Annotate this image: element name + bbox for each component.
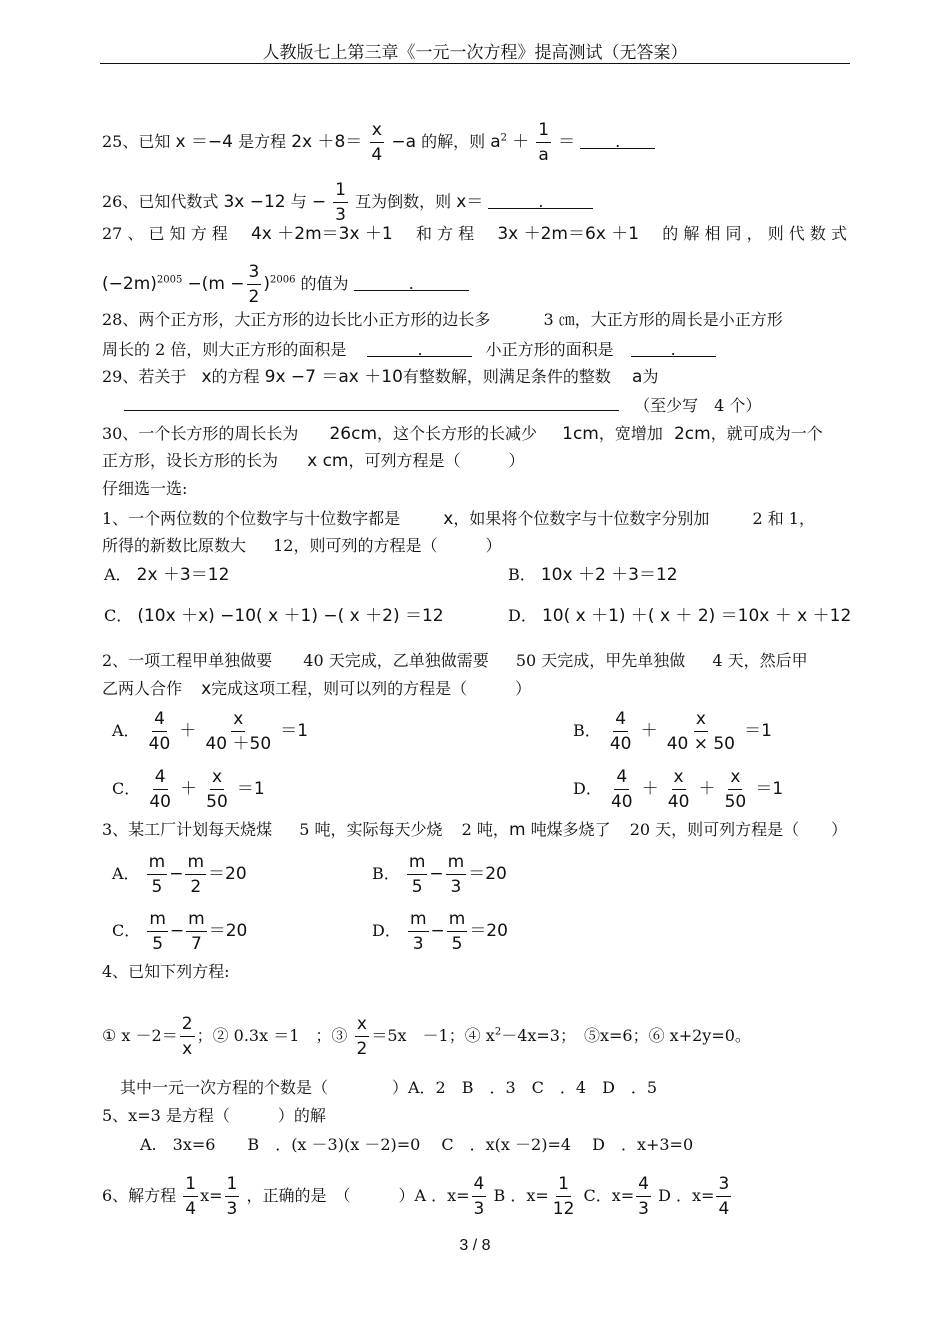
section-title: 仔细选一选: — [102, 479, 188, 498]
q29-line2 — [124, 394, 761, 416]
q29-a: a — [632, 367, 643, 387]
opt-expr: 10x ＋2 ＋3＝12 — [540, 565, 678, 585]
c3-option-d[interactable] — [372, 909, 508, 954]
frac: $\frac{x}{40}$ — [667, 767, 690, 812]
q26-x: x＝ — [456, 192, 484, 212]
c6-d: D ．x= — [658, 1186, 715, 1205]
q25-sup: 2 — [500, 132, 507, 144]
frac: $\frac{x}{50}$ — [724, 767, 747, 812]
q27-line2 — [102, 262, 469, 307]
c3-t1: 3、某工厂计划每天烧煤 — [102, 820, 273, 839]
q26-pre: 26、已知代数式 — [102, 192, 219, 211]
q28-text2: 3 ㎝，大正方形的周长是小正方形 — [543, 310, 783, 329]
c6-c: C．x= — [583, 1186, 635, 1205]
q29-note: （至少写 4 个） — [634, 396, 762, 415]
opt-label: A． — [104, 565, 132, 584]
frac: $\frac{m}{7}$ — [188, 909, 205, 954]
c3-t3: 2 吨， — [461, 820, 509, 839]
q25-mid: 是方程 — [238, 132, 287, 151]
rhs: ＝20 — [208, 921, 248, 941]
c2-t1: 2、一项工程甲单独做要 — [102, 651, 273, 670]
frac: $\frac{m}{5}$ — [149, 909, 166, 954]
c6-line — [102, 1174, 733, 1219]
header-rule — [100, 63, 850, 64]
opt-expr: 2x ＋3＝12 — [136, 565, 230, 585]
opt-label: B． — [508, 565, 536, 584]
c1-t5: 所得的新数比原数大 — [102, 536, 247, 555]
q26-frac: $\frac{1}{3}$ — [335, 180, 346, 225]
c4-t1: ① x －2＝ — [102, 1026, 178, 1045]
rhs: ＝1 — [280, 721, 309, 741]
rhs: ＝1 — [236, 779, 265, 799]
frac: $\frac{x}{2}$ — [356, 1014, 368, 1059]
q29-x: x — [201, 367, 212, 387]
q29-pre: 29、若关于 — [102, 367, 187, 386]
q25-pre: 25、已知 — [102, 132, 171, 151]
frac: $\frac{m}{5}$ — [408, 852, 426, 897]
q30-t4: 1cm — [562, 424, 599, 444]
frac: $\frac{x}{40 +50}$ — [205, 709, 272, 754]
c1-line2 — [102, 536, 501, 556]
frac: $\frac{m}{3}$ — [409, 909, 427, 954]
c2-line2 — [102, 679, 531, 699]
c6-pre: 6、解方程 — [102, 1186, 177, 1205]
opt-label: C． — [104, 606, 133, 625]
frac: $\frac{4}{3}$ — [473, 1174, 485, 1219]
q30-line1 — [102, 424, 823, 444]
q26-neg: − — [311, 192, 327, 212]
frac: $\frac{1}{3}$ — [226, 1174, 238, 1219]
frac: $\frac{m}{5}$ — [148, 852, 166, 897]
frac: $\frac{m}{2}$ — [187, 852, 205, 897]
c2-t3: 50 天完成，甲先单独做 — [515, 651, 686, 670]
q25-plus: ＋ — [512, 132, 530, 152]
opt-label: B． — [372, 864, 400, 883]
q25-root: x ＝−4 — [175, 132, 233, 152]
q29-mid: 的方程 — [211, 367, 260, 386]
q28-blank-small[interactable]: . — [631, 340, 716, 357]
q30-t1: 30、一个长方形的周长长为 — [102, 424, 299, 443]
q26-answer-blank[interactable]: . — [488, 192, 593, 209]
q25-eq: ＝ — [558, 132, 576, 152]
c1-option-a[interactable] — [104, 565, 229, 585]
q25-rhs: −a — [391, 132, 416, 152]
frac: $\frac{2}{x}$ — [181, 1014, 193, 1059]
q27-exp1: 2005 — [156, 274, 183, 286]
q30-t5: ，宽增加 — [598, 424, 663, 443]
frac: $\frac{4}{40}$ — [148, 709, 171, 754]
c1-option-c[interactable] — [104, 606, 444, 626]
c4-t2: ；② 0.3x ＝1 ；③ — [196, 1026, 348, 1045]
c3-t2: 5 吨，实际每天少烧 — [299, 820, 443, 839]
frac: $\frac{x}{50}$ — [206, 767, 228, 812]
c3-line1 — [102, 820, 847, 840]
minus: − — [169, 864, 184, 884]
q30-t6: 2cm — [673, 424, 711, 444]
q25-post: 的解，则 — [421, 132, 486, 151]
plus: ＋ — [641, 779, 659, 799]
c6-x: x= — [200, 1186, 223, 1205]
q26-mid: 与 — [290, 192, 307, 211]
header-title: 人教版七上第三章《一元一次方程》提高测试（无答案） — [262, 43, 688, 63]
c4-question: 其中一元一次方程的个数是（ ）A．2 B ．3 C ．4 D ．5 — [120, 1078, 658, 1097]
q28-blank-big[interactable]: . — [367, 340, 472, 357]
c1-t6: 12，则可列的方程是（ ） — [273, 536, 502, 555]
opt-expr: (10x ＋x) −10( x ＋1) −( x ＋2) ＝12 — [137, 606, 444, 626]
minus: − — [430, 921, 445, 941]
c1-line1 — [102, 509, 815, 529]
q29-post: 有整数解，则满足条件的整数 — [402, 367, 611, 386]
opt-label: C． — [112, 779, 141, 798]
c5-line1: 5、x=3 是方程（ ）的解 — [102, 1106, 326, 1125]
plus: ＋ — [698, 779, 716, 799]
c2-option-c[interactable] — [112, 767, 265, 812]
c1-t3: ，如果将个位数字与十位数字分别加 — [453, 509, 710, 528]
rhs: ＝1 — [744, 721, 772, 741]
rhs: ＝20 — [468, 864, 507, 884]
q25-frac-x4: $\frac{x}{4}$ — [371, 120, 383, 165]
q28-line1 — [102, 310, 783, 330]
q28-text1: 28、两个正方形，大正方形的边长比小正方形的边长多 — [102, 310, 491, 329]
c1-t2: x — [443, 509, 454, 529]
q28-text3: 周长的 — [102, 340, 151, 359]
c2-option-a[interactable] — [112, 709, 308, 754]
c4-equations — [102, 1014, 751, 1059]
c4-line1: 4、已知下列方程: — [102, 962, 230, 981]
q27-pre: 27 、 已 知 方 程 — [102, 224, 228, 243]
q29-line1 — [102, 367, 658, 387]
frac: $\frac{m}{3}$ — [447, 852, 465, 897]
opt-label: A． — [112, 721, 140, 740]
c2-option-b[interactable] — [573, 709, 772, 754]
q25-a: a — [490, 132, 501, 152]
c2-t7: 完成这项工程，则可以列的方程是（ ） — [211, 679, 532, 698]
q26-expr: 3x −12 — [223, 192, 286, 212]
q28-text5: 小正方形的面积是 — [485, 340, 614, 359]
frac: $\frac{1}{12}$ — [552, 1174, 575, 1219]
q30-t10: ，可列方程是（ ） — [348, 451, 525, 470]
q25-frac-1a: $\frac{1}{a}$ — [538, 120, 550, 165]
minus: − — [429, 864, 444, 884]
rhs: ＝20 — [208, 864, 247, 884]
q30-t9: x cm — [307, 451, 349, 471]
q25-lhs: 2x ＋8＝ — [291, 132, 363, 152]
q26 — [102, 180, 593, 225]
c6-b: B ．x= — [493, 1186, 549, 1205]
c3-t6: 20 天，则可列方程是（ ） — [629, 820, 848, 839]
q27-paren: ) — [263, 274, 270, 294]
c2-option-d[interactable] — [573, 767, 783, 812]
c3-option-c[interactable] — [112, 909, 247, 954]
frac: $\frac{3}{4}$ — [718, 1174, 730, 1219]
q27-frac: $\frac{3}{2}$ — [248, 262, 260, 307]
frac: $\frac{4}{3}$ — [638, 1174, 649, 1219]
c2-t4: 4 天，然后甲 — [712, 651, 808, 670]
q27-term2: −(m − — [187, 274, 245, 294]
frac: $\frac{m}{5}$ — [448, 909, 466, 954]
q29-answer-blank[interactable] — [124, 394, 619, 411]
rhs: ＝1 — [755, 779, 784, 799]
q27-post2: 的值为 — [300, 274, 349, 293]
c2-line1 — [102, 651, 808, 671]
frac: $\frac{4}{40}$ — [610, 767, 633, 812]
plus: ＋ — [180, 779, 198, 799]
plus: ＋ — [179, 721, 197, 741]
c2-t2: 40 天完成，乙单独做需要 — [303, 651, 489, 670]
q27-eq2: 3x ＋2m＝6x ＋1 — [497, 224, 640, 244]
q28-line2 — [102, 340, 716, 360]
q27-answer-blank[interactable]: . — [354, 274, 469, 291]
q30-t2: 26cm — [329, 424, 378, 444]
opt-label: A． — [112, 864, 140, 883]
c3-option-b[interactable] — [372, 852, 507, 897]
c4-sup: 2 — [494, 1026, 502, 1038]
plus: ＋ — [640, 721, 658, 741]
c2-t5: 乙两人合作 — [102, 679, 183, 698]
c2-t6: x — [201, 679, 212, 699]
q25-answer-blank[interactable]: . — [580, 132, 655, 149]
q30-t3: ，这个长方形的长减少 — [377, 424, 538, 443]
q27-post: 的 解 相 同 ， 则 代 数 式 — [662, 224, 847, 243]
c4-t3: ＝5x －1；④ x — [371, 1026, 495, 1045]
opt-expr: 10( x ＋1) ＋( x ＋ 2) ＝10x ＋ x ＋12 — [541, 606, 852, 626]
q27-eq1: 4x ＋2m＝3x ＋1 — [250, 224, 393, 244]
opt-label: B． — [573, 721, 601, 740]
q27-term1: (−2m) — [102, 274, 157, 294]
q30-line2 — [102, 451, 525, 471]
c1-t4: 2 和 1， — [752, 509, 815, 528]
frac: $\frac{x}{40 \times 50}$ — [666, 709, 736, 754]
q27-and: 和 方 程 — [415, 224, 475, 243]
frac: $\frac{4}{40}$ — [149, 767, 171, 812]
opt-label: D． — [573, 779, 602, 798]
q27-exp2: 2006 — [270, 274, 296, 286]
q26-post: 互为倒数，则 — [355, 192, 452, 211]
c3-t4: m — [508, 820, 526, 840]
opt-label: C． — [112, 921, 141, 940]
q30-t8: 正方形，设长方形的长为 — [102, 451, 279, 470]
frac: $\frac{1}{4}$ — [185, 1174, 197, 1219]
minus: − — [169, 921, 185, 941]
c5-options: A. 3x=6 B ．(x －3)(x －2)=0 C ．x(x －2)=4 D ．x+3=0 — [140, 1135, 694, 1154]
opt-label: D． — [372, 921, 401, 940]
c1-option-b[interactable] — [508, 565, 678, 585]
c1-option-d[interactable] — [508, 606, 851, 626]
c3-option-a[interactable] — [112, 852, 247, 897]
page-number: 3 / 8 — [459, 1237, 491, 1254]
c1-t1: 1、一个两位数的个位数字与十位数字都是 — [102, 509, 401, 528]
c6-mid: ，正确的是 （ ）A ．x= — [246, 1186, 470, 1205]
frac: $\frac{4}{40}$ — [609, 709, 632, 754]
opt-label: D． — [508, 606, 537, 625]
c3-t5: 吨煤多烧了 — [530, 820, 611, 839]
rhs: ＝20 — [469, 921, 508, 941]
q27-line1 — [102, 224, 847, 244]
c4-t4: －4x=3； ⑤x=6；⑥ x+2y=0。 — [501, 1026, 751, 1045]
q30-t7: ，就可成为一个 — [710, 424, 823, 443]
q29-eq: 9x −7 ＝ax ＋10 — [264, 367, 403, 387]
q25 — [102, 120, 655, 165]
q29-post2: 为 — [642, 367, 659, 386]
q28-text4: 2 倍，则大正方形的面积是 — [155, 340, 347, 359]
